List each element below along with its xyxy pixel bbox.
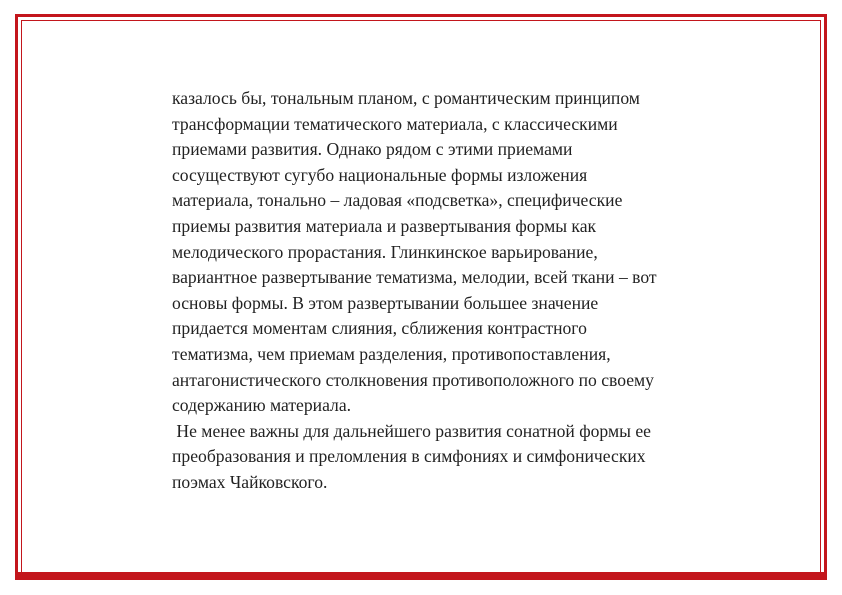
body-line: сосуществуют сугубо национальные формы изложения [172,164,588,185]
body-line: мелодического прорастания. Глинкинское варьирование, [172,241,598,262]
body-line: Не менее важны для дальнейшего развития сонатной формы ее [172,420,651,441]
body-line: трансформации тематического материала, с классическими [172,113,618,134]
body-line: поэмах Чайковского. [172,471,328,492]
body-text [172,86,792,496]
body-line: казалось бы, тональным планом, с романтическим принципом [172,88,640,108]
body-line: тематизма, чем приемам разделения, противопоставления, [172,343,611,364]
body-line: содержанию материала. [172,395,352,416]
body-line: приемы развития материала и развертывания формы как [172,215,597,236]
body-line: вариантное развертывание тематизма, мелодии, всей ткани – вот [172,267,657,288]
body-line: приемами развития. Однако рядом с этими приемами [172,139,573,160]
body-line: преобразования и преломления в симфониях и симфонических [172,446,646,467]
body-line: основы формы. В этом развертывании большее значение [172,292,599,313]
body-line: антагонистического столкновения противоположного по своему [172,369,654,390]
body-line: материала, тонально – ладовая «подсветка», специфические [172,190,623,211]
slide-frame-bottom-band [15,572,827,580]
body-line: придается моментам слияния, сближения контрастного [172,318,587,339]
